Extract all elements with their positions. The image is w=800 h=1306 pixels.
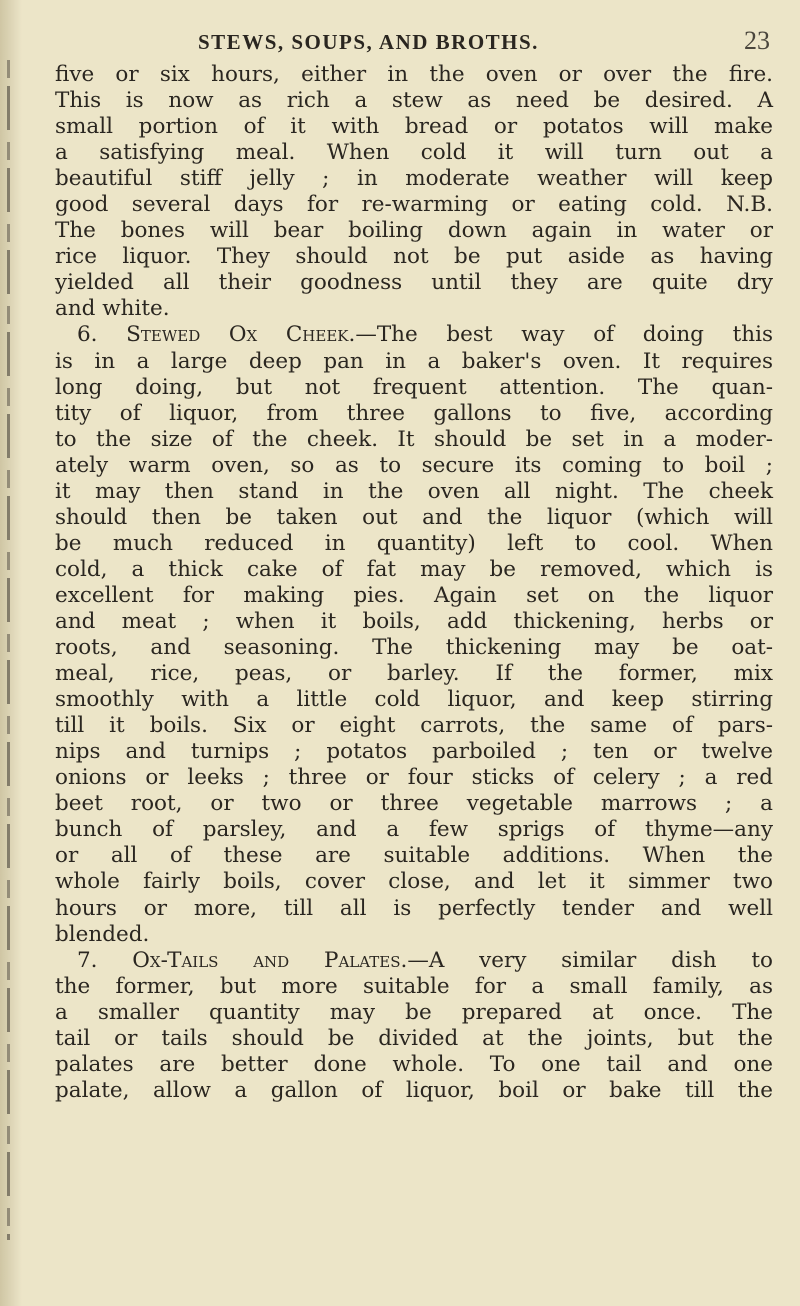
text-line: or all of these are suitable additions. When the xyxy=(55,843,773,869)
section-heading-line xyxy=(55,322,773,348)
text-line: should then be taken out and the liquor (which will xyxy=(55,504,773,530)
text-line: This is now as rich a stew as need be desired. A xyxy=(55,88,773,114)
text-line: be much reduced in quantity) left to cool. When xyxy=(55,530,773,556)
section-heading-line xyxy=(55,948,773,974)
text-line: bunch of parsley, and a few sprigs of thyme—any xyxy=(55,817,773,843)
text-line: is in a large deep pan in a baker's oven. It requires xyxy=(55,348,773,374)
text-line: ately warm oven, so as to secure its coming to boil ; xyxy=(55,452,773,478)
text-line: small portion of it with bread or potatos will make xyxy=(55,114,773,140)
text-line: nips and turnips ; potatos parboiled ; ten or twelve xyxy=(55,739,773,765)
body-text xyxy=(55,62,773,1104)
text-line: blended. xyxy=(55,921,150,947)
page-number: 23 xyxy=(744,26,770,55)
text-line: The bones will bear boiling down again in water or xyxy=(55,218,773,244)
section-title: Ox-Tails and Palates. xyxy=(132,947,408,973)
section-number: 7. xyxy=(77,947,98,973)
section-lead: —A very similar dish to xyxy=(407,947,773,973)
section-number: 6. xyxy=(77,322,98,348)
text-line: to the size of the cheek. It should be set in a moder- xyxy=(55,426,773,452)
text-line: a smaller quantity may be prepared at once. The xyxy=(55,999,773,1025)
text-line: roots, and seasoning. The thickening may be oat- xyxy=(55,635,773,661)
text-line: rice liquor. They should not be put aside as having xyxy=(55,244,773,270)
text-line: it may then stand in the oven all night. The cheek xyxy=(55,478,773,504)
text-line: yielded all their goodness until they are quite dry xyxy=(55,270,773,296)
text-line: till it boils. Six or eight carrots, the same of pars- xyxy=(55,713,773,739)
section-lead: —The best way of doing this xyxy=(355,322,773,348)
text-line: five or six hours, either in the oven or over the fire. xyxy=(55,62,773,87)
text-line: cold, a thick cake of fat may be removed, which is xyxy=(55,556,773,582)
text-line: the former, but more suitable for a small family, as xyxy=(55,973,773,999)
text-line: hours or more, till all is perfectly tender and well xyxy=(55,895,773,921)
text-line: beet root, or two or three vegetable marrows ; a xyxy=(55,791,773,817)
text-line: palate, allow a gallon of liquor, boil or bake till the xyxy=(55,1077,773,1103)
text-line: palates are better done whole. To one tail and one xyxy=(55,1051,773,1077)
text-line: tity of liquor, from three gallons to five, according xyxy=(55,400,773,426)
text-line: and meat ; when it boils, add thickening, herbs or xyxy=(55,608,773,634)
page-header xyxy=(55,26,770,60)
text-line: smoothly with a little cold liquor, and keep stirring xyxy=(55,687,773,713)
text-line: good several days for re-warming or eating cold. N.B. xyxy=(55,192,773,218)
text-line: beautiful stiff jelly ; in moderate weather will keep xyxy=(55,166,773,192)
text-line: onions or leeks ; three or four sticks of celery ; a red xyxy=(55,765,773,791)
text-line: tail or tails should be divided at the joints, but the xyxy=(55,1025,773,1051)
text-line: meal, rice, peas, or barley. If the former, mix xyxy=(55,661,773,687)
text-line: excellent for making pies. Again set on the liquor xyxy=(55,582,773,608)
text-line: whole fairly boils, cover close, and let it simmer two xyxy=(55,869,773,895)
page-gutter xyxy=(0,0,22,1306)
text-line: long doing, but not frequent attention. The quan- xyxy=(55,374,773,400)
text-line: and white. xyxy=(55,296,170,322)
running-head: STEWS, SOUPS, AND BROTHS. xyxy=(198,30,539,54)
section-title: Stewed Ox Cheek. xyxy=(126,322,356,348)
text-line: a satisfying meal. When cold it will turn out a xyxy=(55,140,773,166)
